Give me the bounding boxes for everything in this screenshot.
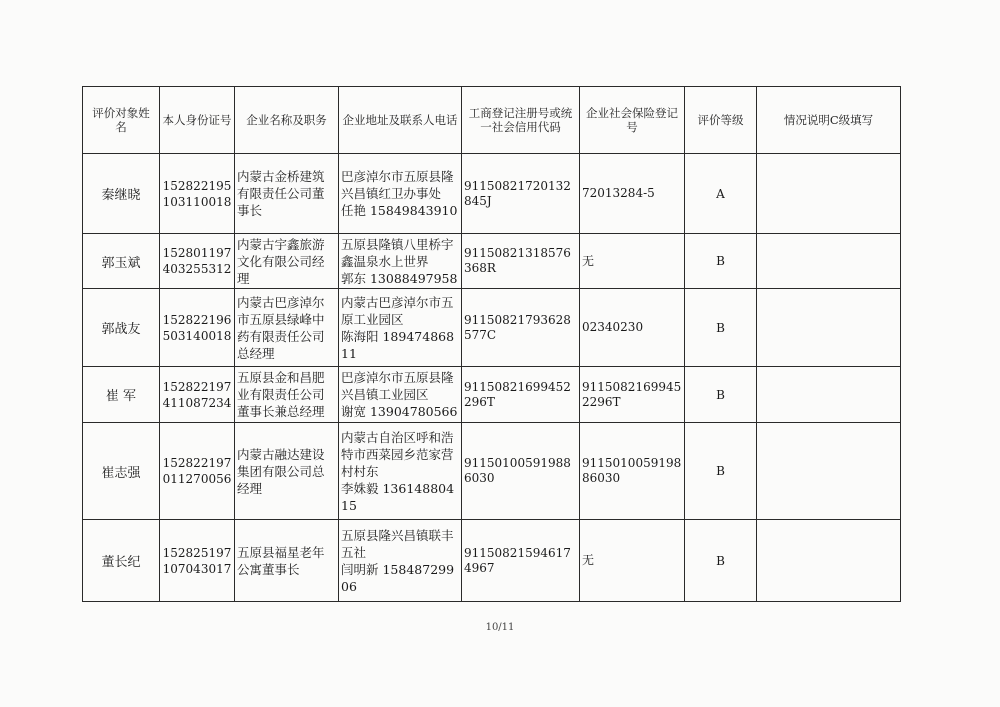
address-text: 五原县隆兴昌镇联丰五社 xyxy=(341,527,454,560)
table-row xyxy=(83,423,901,520)
social-security-number: 91150821699452296T xyxy=(580,367,685,423)
header-note: 情况说明C级填写 xyxy=(757,87,901,154)
person-name: 崔志强 xyxy=(83,423,160,520)
table-header-row xyxy=(83,87,901,154)
registration-code: 911508215946174967 xyxy=(462,520,580,602)
header-id: 本人身份证号 xyxy=(160,87,235,154)
header-code: 工商登记注册号或统一社会信用代码 xyxy=(462,87,580,154)
social-security-number: 无 xyxy=(580,234,685,289)
address-cell xyxy=(339,234,462,289)
address-cell xyxy=(339,289,462,367)
company-and-title: 内蒙古巴彦淖尔市五原县绿峰中药有限责任公司总经理 xyxy=(235,289,339,367)
address-text: 五原县隆镇八里桥宇鑫温泉水上世界 xyxy=(341,236,454,269)
note xyxy=(757,520,901,602)
social-security-number: 911501005919886030 xyxy=(580,423,685,520)
address-text: 巴彦淖尔市五原县隆兴昌镇工业园区 xyxy=(341,370,454,402)
registration-code: 91150821720132845J xyxy=(462,154,580,234)
table-row xyxy=(83,520,901,602)
registration-code: 91150821793628577C xyxy=(462,289,580,367)
social-security-number: 02340230 xyxy=(580,289,685,367)
address-cell xyxy=(339,520,462,602)
social-security-number: 72013284-5 xyxy=(580,154,685,234)
header-grade: 评价等级 xyxy=(685,87,757,154)
note xyxy=(757,234,901,289)
table-row xyxy=(83,234,901,289)
id-number: 152822195103110018 xyxy=(160,154,235,234)
table-row xyxy=(83,367,901,423)
registration-code: 911501005919886030 xyxy=(462,423,580,520)
person-name: 秦继晓 xyxy=(83,154,160,234)
grade: B xyxy=(685,367,757,423)
address-cell xyxy=(339,423,462,520)
header-address: 企业地址及联系人电话 xyxy=(339,87,462,154)
note xyxy=(757,367,901,423)
address-text: 巴彦淖尔市五原县隆兴昌镇红卫办事处 xyxy=(341,169,454,201)
contact-text: 陈海阳 18947486811 xyxy=(341,328,455,361)
table-row xyxy=(83,154,901,234)
id-number: 152822197411087234 xyxy=(160,367,235,423)
evaluation-table xyxy=(82,86,901,602)
address-cell xyxy=(339,154,462,234)
note xyxy=(757,289,901,367)
grade: B xyxy=(685,289,757,367)
table-row xyxy=(83,289,901,367)
contact-text: 李姝毅 13614880415 xyxy=(341,480,455,513)
header-social-security: 企业社会保险登记号 xyxy=(580,87,685,154)
note xyxy=(757,423,901,520)
header-company: 企业名称及职务 xyxy=(235,87,339,154)
person-name: 郭战友 xyxy=(83,289,160,367)
contact-text: 任艳 15849843910 xyxy=(341,203,458,218)
person-name: 崔 军 xyxy=(83,367,160,423)
registration-code: 91150821318576368R xyxy=(462,234,580,289)
contact-text: 郭东 13088497958 xyxy=(341,270,458,286)
company-and-title: 内蒙古金桥建筑有限责任公司董事长 xyxy=(235,154,339,234)
social-security-number: 无 xyxy=(580,520,685,602)
note xyxy=(757,154,901,234)
id-number: 152822197011270056 xyxy=(160,423,235,520)
company-and-title: 内蒙古宇鑫旅游文化有限公司经理 xyxy=(235,234,339,289)
contact-text: 闫明新 15848729906 xyxy=(341,561,455,594)
grade: A xyxy=(685,154,757,234)
header-name: 评价对象姓 名 xyxy=(83,87,160,154)
company-and-title: 五原县福星老年公寓董事长 xyxy=(235,520,339,602)
person-name: 董长纪 xyxy=(83,520,160,602)
address-text: 内蒙古自治区呼和浩特市西菜园乡范家营村村东 xyxy=(341,429,454,479)
address-cell xyxy=(339,367,462,423)
grade: B xyxy=(685,234,757,289)
address-text: 内蒙古巴彦淖尔市五原工业园区 xyxy=(341,294,454,327)
company-and-title: 五原县金和昌肥业有限责任公司董事长兼总经理 xyxy=(235,367,339,423)
id-number: 152822196503140018 xyxy=(160,289,235,367)
person-name: 郭玉斌 xyxy=(83,234,160,289)
company-and-title: 内蒙古融达建设集团有限公司总经理 xyxy=(235,423,339,520)
grade: B xyxy=(685,520,757,602)
contact-text: 谢宽 13904780566 xyxy=(341,404,458,419)
grade: B xyxy=(685,423,757,520)
id-number: 152825197107043017 xyxy=(160,520,235,602)
page-number: 10/11 xyxy=(485,622,515,633)
registration-code: 91150821699452296T xyxy=(462,367,580,423)
id-number: 152801197403255312 xyxy=(160,234,235,289)
